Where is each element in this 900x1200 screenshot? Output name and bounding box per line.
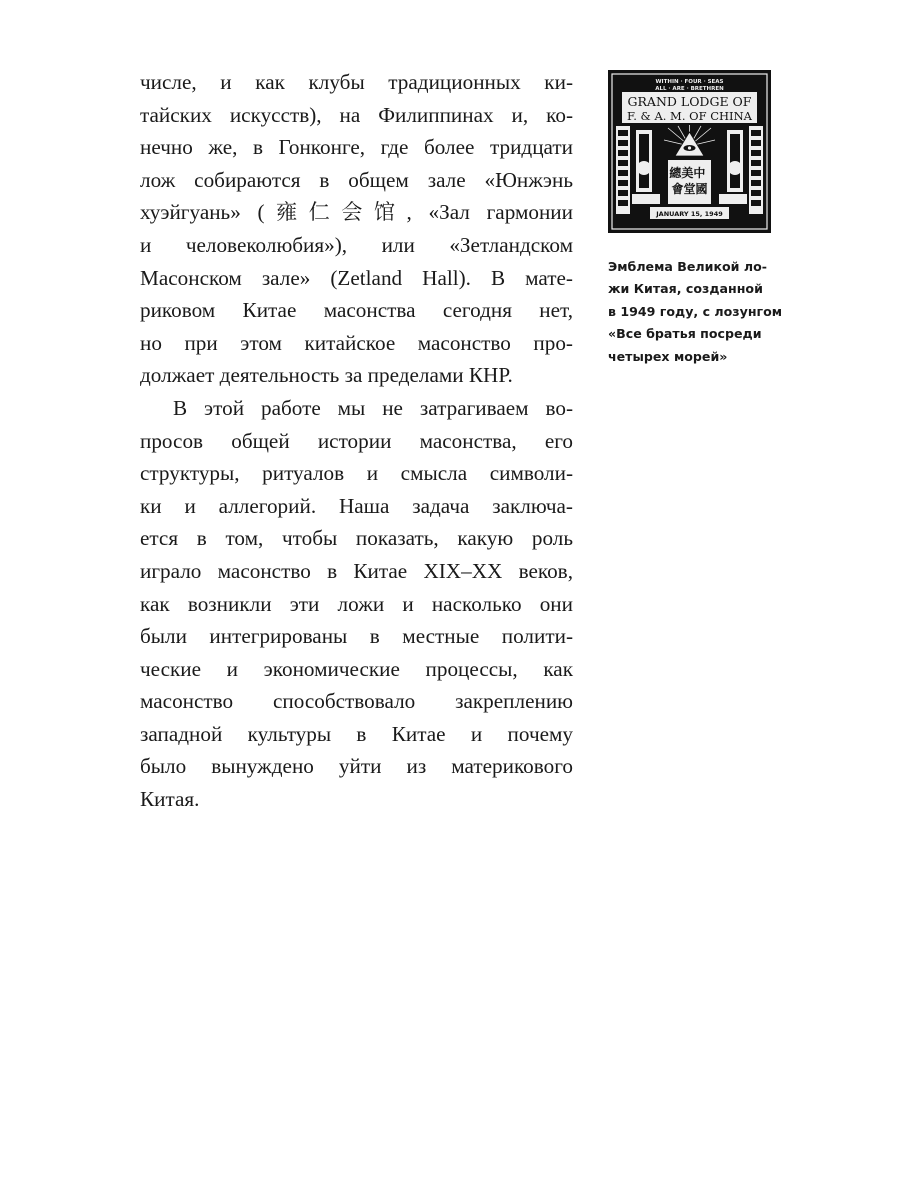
text-line: и человеколюбия»), или «Зетландском xyxy=(140,232,573,257)
text-line: были интегрированы в местные полити- xyxy=(140,624,573,649)
text-line: В этой работе мы не затрагиваем во- xyxy=(173,395,573,420)
text-line: структуры, ритуалов и смысла символи- xyxy=(140,461,573,486)
text-line: должает деятельность за пределами КНР. xyxy=(140,363,513,388)
text-line: ется в том, чтобы показать, какую роль xyxy=(140,526,573,551)
text-line: просов общей истории масонства, его xyxy=(140,428,573,453)
text-line: масонство способствовало закреплению xyxy=(140,689,573,714)
emblem-motto-2: ALL · ARE · BRETHREN xyxy=(655,86,724,92)
text-line: западной культуры в Китае и почему xyxy=(140,721,573,746)
text-line: было вынуждено уйти из материкового xyxy=(140,754,573,779)
text-line: тайских искусств), на Филиппинах и, ко- xyxy=(140,102,573,127)
text-line: Китая. xyxy=(140,787,200,812)
text-line: ки и аллегорий. Наша задача заключа- xyxy=(140,493,573,518)
emblem-caption xyxy=(608,256,783,368)
paragraph-1 xyxy=(140,66,573,392)
text-line: играло масонство в Китае XIX–XX веков, xyxy=(140,558,573,583)
grand-lodge-emblem xyxy=(608,70,771,233)
caption-line: «Все братья посреди xyxy=(608,326,762,342)
text-line: риковом Китае масонства сегодня нет, xyxy=(140,298,573,323)
caption-line: Эмблема Великой ло- xyxy=(608,259,767,274)
emblem-drawing xyxy=(608,70,771,233)
text-line: как возникли эти ложи и насколько они xyxy=(140,591,573,616)
main-text xyxy=(140,66,573,816)
text-line: лож собираются в общем зале «Юнжэнь xyxy=(140,167,573,192)
emblem-title-2: F. & A. M. OF CHINA xyxy=(627,109,752,123)
text-line: хуэйгуань» (雍仁会馆, «Зал гармонии xyxy=(140,200,573,225)
text-line: Масонском зале» (Zetland Hall). В мате- xyxy=(140,265,573,290)
emblem-title-1: GRAND LODGE OF xyxy=(627,94,752,109)
paragraph-2 xyxy=(140,392,573,816)
text-line: числе, и как клубы традиционных ки- xyxy=(140,70,573,94)
emblem-chinese-line-1: 總美中 xyxy=(669,166,706,180)
emblem-date: JANUARY 15, 1949 xyxy=(656,210,723,218)
caption-line: в 1949 году, с лозунгом xyxy=(608,303,783,319)
caption-line: жи Китая, созданной xyxy=(608,281,763,297)
emblem-motto-1: WITHIN · FOUR · SEAS xyxy=(655,79,724,85)
caption-line: четырех морей» xyxy=(608,348,728,364)
text-line: нечно же, в Гонконге, где более тридцати xyxy=(140,135,573,160)
text-line: но при этом китайское масонство про- xyxy=(140,330,573,355)
text-line: ческие и экономические процессы, как xyxy=(140,656,573,681)
emblem-chinese-line-2: 會堂國 xyxy=(671,182,708,196)
